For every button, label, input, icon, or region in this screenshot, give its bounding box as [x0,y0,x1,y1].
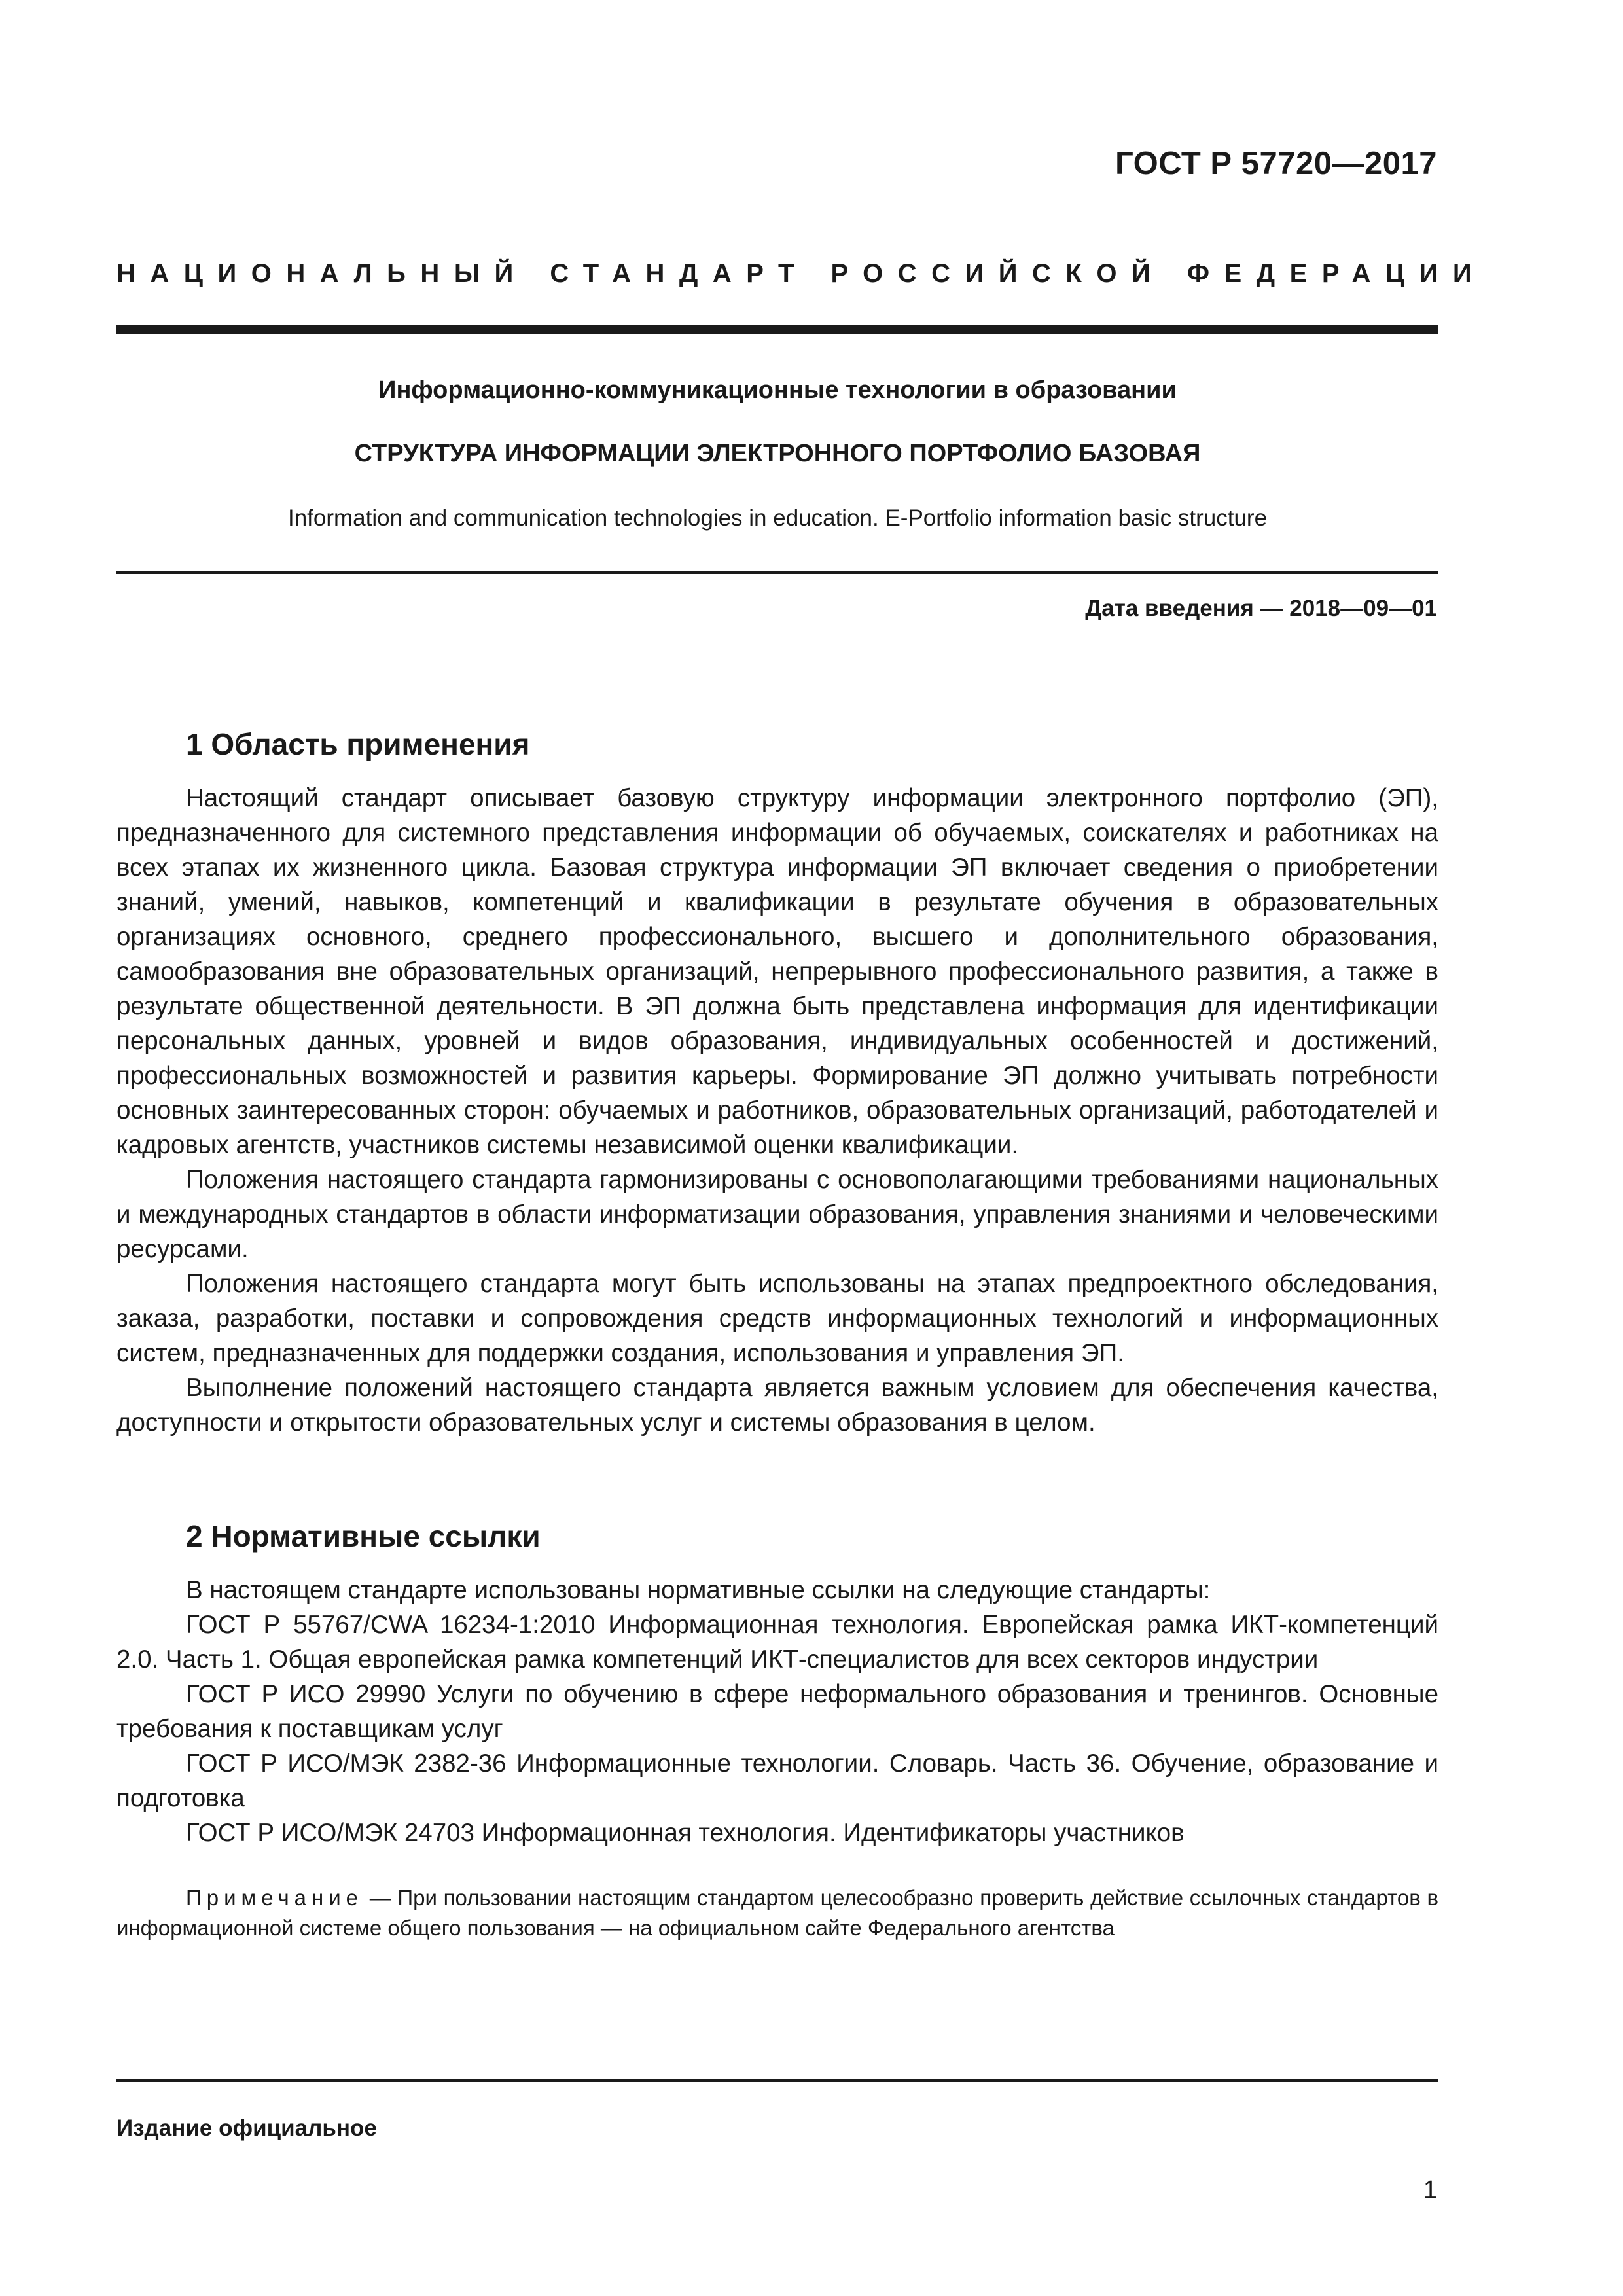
paragraph: Настоящий стандарт описывает базовую структуру информации электронного портфолио (ЭП), предназначенного для системного представления информации об обучаемых, соискателях и работниках на всех этапах их жизненного цикла. Базовая структура информации ЭП включает сведения о приобретении знаний, умений, навыков, компетенций и квалификации в результате обучения в образовательных организациях основного, среднего профессионального, высшего и дополнительного образования, самообразования вне образовательных организаций, непрерывного профессионального развития, а также в результате общественной деятельности. В ЭП должна быть представлена информация для идентификации персональных данных, уровней и видов образования, индивидуальных особенностей и достижений, профессиональных возможностей и развития карьеры. Формирование ЭП должно учитывать потребности основных заинтересованных сторон: обучаемых и работников, образовательных организаций, работодателей и кадровых агентств, участников системы независимой оценки квалификации. [116,784,1438,1159]
section-scope-body [116,781,1438,1440]
title-rule [116,571,1438,574]
paragraph: В настоящем стандарте использованы нормативные ссылки на следующие стандарты: [186,1576,1211,1604]
section-heading-scope: 1 Область применения [186,727,530,761]
document-title-en: Information and communication technologies in education. E-Portfolio information basic structure [287,505,1268,531]
reference-item: ГОСТ Р 55767/CWA 16234-1:2010 Информационная технология. Европейская рамка ИКТ-компетенций 2.0. Часть 1. Общая европейская рамка компетенций ИКТ-специалистов для всех секторов индустрии [116,1611,1438,1674]
reference-item: ГОСТ Р ИСО/МЭК 2382-36 Информационные технологии. Словарь. Часть 36. Обучение, образование и подготовка [116,1749,1438,1812]
reference-item: ГОСТ Р ИСО/МЭК 24703 Информационная технология. Идентификаторы участников [186,1819,1185,1847]
paragraph: Положения настоящего стандарта могут быть использованы на этапах предпроектного обследования, заказа, разработки, поставки и сопровождения средств информационных технологий и информационных систем, предназначенных для поддержки создания, использования и управления ЭП. [116,1270,1438,1367]
document-title-ru: СТРУКТУРА ИНФОРМАЦИИ ЭЛЕКТРОННОГО ПОРТФОЛИО БАЗОВАЯ [354,440,1201,467]
note-label: Примечание [186,1886,364,1910]
section-heading-normative-references: 2 Нормативные ссылки [186,1519,541,1553]
standard-number: ГОСТ Р 57720—2017 [1115,146,1437,181]
document-subtitle-ru: Информационно-коммуникационные технологии в образовании [378,376,1177,404]
reference-item: ГОСТ Р ИСО 29990 Услуги по обучению в сфере неформального образования и тренингов. Основные требования к поставщикам услуг [116,1680,1438,1743]
introduction-date: Дата введения — 2018—09—01 [1085,596,1437,621]
paragraph: Выполнение положений настоящего стандарта является важным условием для обеспечения качества, доступности и открытости образовательных услуг и системы образования в целом. [116,1374,1438,1437]
edition-label: Издание официальное [116,2115,377,2141]
national-standard-banner: НАЦИОНАЛЬНЫЙ СТАНДАРТ РОССИЙСКОЙ ФЕДЕРАЦИИ [116,259,1487,288]
section-references-body [116,1573,1438,1850]
header-rule [116,325,1438,334]
footer-rule [116,2079,1438,2082]
paragraph: Положения настоящего стандарта гармонизированы с основополагающими требованиями национальных и международных стандартов в области информатизации образования, управления знаниями и человеческими ресурсами. [116,1166,1438,1263]
note [116,1883,1438,1943]
note-text: — При пользовании настоящим стандартом целесообразно проверить действие ссылочных стандартов в информационной системе общего пользования — на официальном сайте Федерального агентства [116,1886,1438,1940]
page-number: 1 [1423,2176,1437,2204]
